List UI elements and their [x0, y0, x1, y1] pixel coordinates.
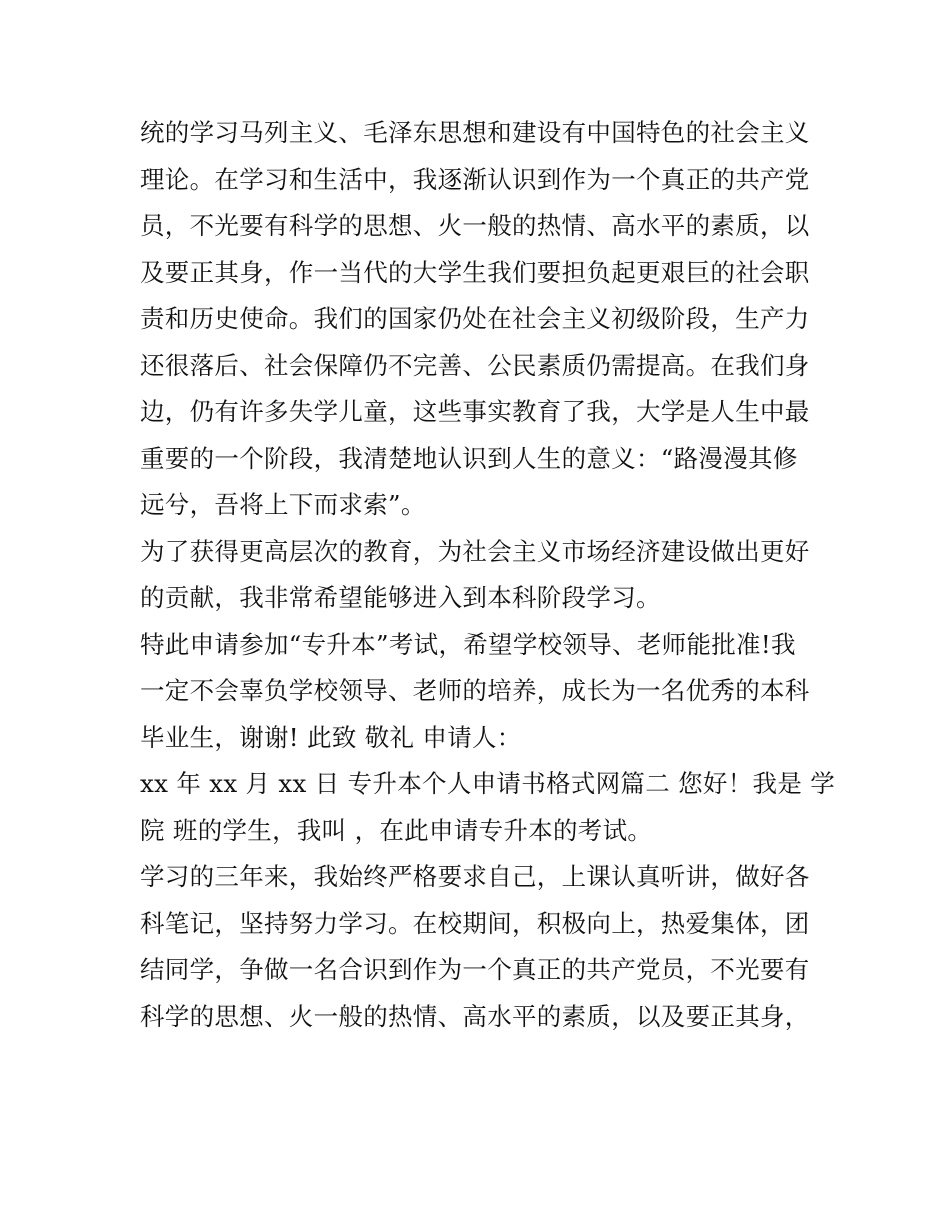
- text-line: xx 年 xx 月 xx 日 专升本个人申请书格式网篇二 您好！我是 学: [140, 769, 836, 798]
- text-line: 一定不会辜负学校领导、老师的培养，成长为一名优秀的本科: [140, 676, 810, 705]
- text-line: 远兮，吾将上下而求索”。: [140, 490, 426, 519]
- text-line: 员，不光要有科学的思想、火一般的热情、高水平的素质，以: [140, 211, 810, 240]
- text-line: 的贡献，我非常希望能够进入到本科阶段学习。: [140, 583, 661, 612]
- document-body-text: [140, 110, 836, 1040]
- text-line: 重要的一个阶段，我清楚地认识到人生的意义：“路漫漫其修: [140, 443, 798, 473]
- text-line: 科笔记，坚持努力学习。在校期间，积极向上，热爱集体，团: [140, 908, 810, 938]
- text-line: 结同学，争做一名合识到作为一个真正的共产党员，不光要有: [140, 955, 810, 984]
- text-line: 及要正其身，作一当代的大学生我们要担负起更艰巨的社会职: [140, 257, 810, 287]
- text-line: 为了获得更高层次的教育，为社会主义市场经济建设做出更好: [140, 536, 810, 566]
- text-line: 科学的思想、火一般的热情、高水平的素质，以及要正其身，: [140, 1001, 810, 1031]
- text-line: 边，仍有许多失学儿童，这些事实教育了我，大学是人生中最: [140, 397, 810, 426]
- text-line: 特此申请参加“专升本”考试，希望学校领导、老师能批准!我: [140, 629, 796, 659]
- text-line: 院 班的学生，我叫 ，在此申请专升本的考试。: [140, 815, 653, 845]
- text-line: 统的学习马列主义、毛泽东思想和建设有中国特色的社会主义: [140, 118, 810, 147]
- text-line: 理论。在学习和生活中，我逐渐认识到作为一个真正的共产党: [140, 164, 810, 194]
- text-line: 还很落后、社会保障仍不完善、公民素质仍需提高。在我们身: [140, 350, 810, 380]
- text-line: 学习的三年来，我始终严格要求自己，上课认真听讲，做好各: [140, 862, 810, 891]
- text-line: 责和历史使命。我们的国家仍处在社会主义初级阶段，生产力: [140, 304, 810, 333]
- text-line: 毕业生，谢谢! 此致 敬礼 申请人：: [140, 722, 522, 752]
